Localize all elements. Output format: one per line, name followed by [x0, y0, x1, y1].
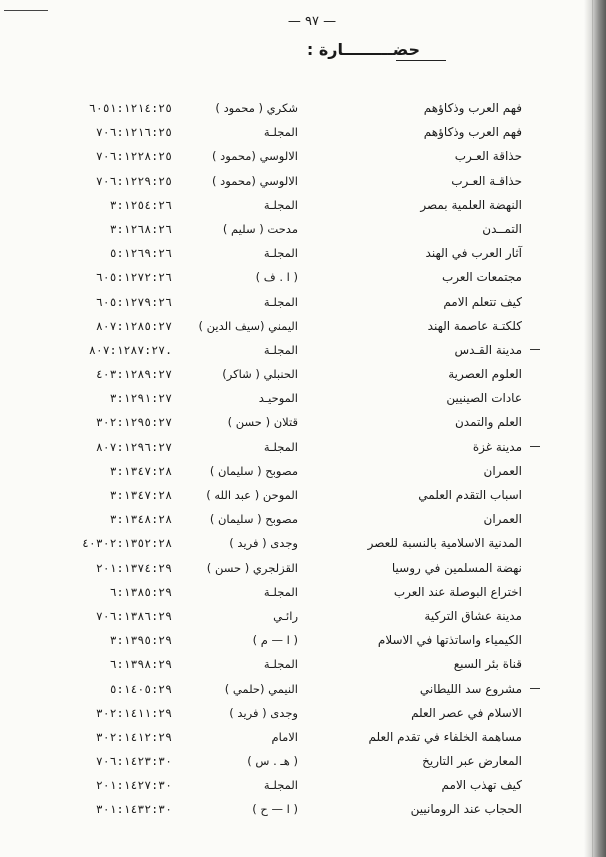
volume-issue-page-ref: ٢٠١:١٤٢٧:٣٠: [95, 778, 172, 793]
article-author: اليمني (سيف الدين ): [198, 318, 298, 333]
article-title: نهضة المسلمين في روسيا: [391, 560, 522, 575]
scan-shadow-edge: [584, 0, 606, 857]
article-author: مصوبح ( سليمان ): [209, 512, 298, 527]
article-author: المجلـة: [263, 125, 298, 140]
article-author: قتلان ( حسن ): [227, 415, 298, 430]
volume-issue-page-ref: ٤٠٣:١٢٨٩:٢٧: [95, 367, 172, 382]
index-row: [0, 604, 584, 628]
index-row: [0, 435, 584, 459]
index-row: [0, 677, 584, 701]
index-row: [0, 338, 584, 362]
heading-underline: [396, 60, 446, 61]
index-row: [0, 725, 584, 749]
article-author: النيمي (حلمي ): [224, 681, 298, 696]
volume-issue-page-ref: ٦٠٥:١٢٧٩:٢٦: [95, 294, 172, 309]
volume-issue-page-ref: ٣:١٣٤٨:٢٨: [109, 512, 172, 527]
index-row: [0, 701, 584, 725]
volume-issue-page-ref: ٦:١٣٨٥:٢٩: [109, 584, 172, 599]
index-row: [0, 507, 584, 531]
article-author: المجلـة: [263, 294, 298, 309]
article-author: الموحن ( عبد الله ): [206, 488, 298, 502]
index-row: [0, 169, 584, 193]
article-title: العمران: [483, 463, 522, 478]
section-heading: حضـــــــــارة :: [306, 40, 420, 59]
volume-issue-page-ref: ٣:١٢٥٤:٢٦: [109, 197, 172, 212]
volume-issue-page-ref: ٥:١٢٦٩:٢٦: [109, 246, 172, 261]
volume-issue-page-ref: ٨٠٧:١٢٨٧:٢٧.: [88, 342, 172, 357]
article-author: المجلـة: [263, 778, 298, 793]
article-author: المجلـة: [263, 657, 298, 672]
article-title: قناة بئر السبع: [453, 657, 522, 672]
volume-issue-page-ref: ٢٠١:١٣٧٤:٢٩: [95, 560, 172, 575]
article-title: حذاقة العـرب: [454, 149, 522, 164]
article-title: التمــدن: [482, 221, 522, 236]
page-number: — ٩٧ —: [287, 14, 337, 29]
article-author: ( هـ . س ): [247, 754, 298, 769]
index-row: [0, 193, 584, 217]
article-title: كلكتـة عاصمة الهند: [427, 318, 522, 333]
article-title: كيف تهذب الامم: [441, 778, 522, 793]
volume-issue-page-ref: ٨٠٧:١٢٩٦:٢٧: [95, 439, 172, 454]
article-title: مدينة عشاق التركية: [424, 608, 522, 623]
index-row: [0, 386, 584, 410]
volume-issue-page-ref: ٨٠٧:١٢٨٥:٢٧: [95, 318, 172, 333]
index-row: [0, 797, 584, 821]
index-row: [0, 217, 584, 241]
article-title: العلوم العصرية: [448, 367, 522, 382]
article-author: شكري ( محمود ): [215, 101, 298, 115]
article-author: مصوبح ( سليمان ): [209, 463, 298, 478]
article-author: الالوسي (محمود ): [212, 173, 298, 188]
index-row: [0, 483, 584, 507]
index-row: [0, 290, 584, 314]
volume-issue-page-ref: ٣:١٣٤٧:٢٨: [109, 463, 172, 478]
margin-dash-mark: [530, 688, 540, 689]
index-row: [0, 628, 584, 652]
volume-issue-page-ref: ٦:١٣٩٨:٢٩: [109, 657, 172, 672]
article-author: الحنبلي ( شاكر): [222, 367, 298, 382]
article-title: العمران: [483, 512, 522, 527]
article-author: المجلـة: [263, 246, 298, 261]
article-title: النهضة العلمية بمصر: [420, 197, 522, 212]
article-author: القزلجري ( حسن ): [206, 560, 298, 575]
index-row: [0, 459, 584, 483]
index-row: [0, 556, 584, 580]
index-row: [0, 749, 584, 773]
article-title: الكيمياء واساتذتها في الاسلام: [377, 633, 522, 648]
article-title: المعارض عبر التاريخ: [422, 754, 522, 769]
index-row: [0, 362, 584, 386]
article-author: المجلـة: [263, 342, 298, 357]
article-author: ( ا . ف ): [255, 270, 298, 285]
article-title: آثار العرب في الهند: [425, 246, 522, 261]
article-author: المجلـة: [263, 197, 298, 212]
article-author: مدحت ( سليم ): [222, 221, 298, 236]
volume-issue-page-ref: ٥:١٤٠٥:٢٩: [109, 681, 172, 696]
volume-issue-page-ref: ٣٠٢:١٤١٢:٢٩: [95, 729, 172, 744]
article-title: اختراع البوصلة عند العرب: [393, 584, 522, 599]
index-table: [0, 96, 584, 822]
article-author: الموحيـد: [258, 391, 298, 406]
article-title: اسباب التقدم العلمي: [418, 488, 522, 502]
index-row: [0, 652, 584, 676]
article-title: مدينة القـدس: [454, 342, 522, 357]
article-author: وجدى ( فريد ): [229, 536, 298, 551]
article-title: فهم العرب وذكاؤهم: [423, 101, 522, 115]
article-title: الاسلام في عصر العلم: [411, 705, 522, 720]
article-author: المجلـة: [263, 439, 298, 454]
volume-issue-page-ref: ٦٠٥:١٢٧٢:٢٦: [95, 270, 172, 285]
index-row: [0, 96, 584, 120]
volume-issue-page-ref: ٤٠٣٠٢:١٣٥٢:٢٨: [81, 536, 172, 551]
volume-issue-page-ref: ٣٠١:١٤٣٢:٣٠: [95, 802, 172, 817]
volume-issue-page-ref: ٧٠٦:١٢١٦:٢٥: [95, 125, 172, 140]
margin-dash-mark: [530, 446, 540, 447]
article-title: حذاقـة العـرب: [451, 173, 522, 188]
article-author: الالوسي (محمود ): [212, 149, 298, 164]
article-author: ( ا — م ): [252, 633, 298, 648]
article-title: مجتمعات العرب: [442, 270, 522, 285]
article-author: وجدى ( فريد ): [229, 705, 298, 720]
index-row: [0, 265, 584, 289]
volume-issue-page-ref: ٧٠٦:١٢٢٨:٢٥: [95, 149, 172, 164]
index-row: [0, 314, 584, 338]
article-title: المدنية الاسلامية بالنسبة للعصر: [367, 536, 522, 551]
volume-issue-page-ref: ٧٠٦:١٣٨٦:٢٩: [95, 608, 172, 623]
volume-issue-page-ref: ٣:١٣٤٧:٢٨: [109, 488, 172, 502]
article-title: عادات الصينيين: [446, 391, 522, 406]
article-title: مشروع سد الليطاني: [419, 681, 522, 696]
article-author: رائـي: [273, 608, 298, 623]
article-author: ( ا — ح ): [252, 802, 298, 817]
article-title: مساهمة الخلفاء في تقدم العلم: [368, 729, 522, 744]
article-title: الحجاب عند الرومانيين: [410, 802, 522, 817]
volume-issue-page-ref: ٣:١٣٩٥:٢٩: [109, 633, 172, 648]
index-row: [0, 531, 584, 555]
index-row: [0, 773, 584, 797]
index-row: [0, 144, 584, 168]
index-row: [0, 120, 584, 144]
volume-issue-page-ref: ٦٠٥١:١٢١٤:٢٥: [88, 101, 172, 115]
article-title: مدينة غزة: [472, 439, 522, 454]
volume-issue-page-ref: ٣:١٢٩١:٢٧: [109, 391, 172, 406]
index-row: [0, 241, 584, 265]
index-row: [0, 580, 584, 604]
margin-dash-mark: [530, 349, 540, 350]
article-title: فهم العرب وذكاؤهم: [423, 125, 522, 140]
article-title: العلم والتمدن: [454, 415, 522, 430]
article-author: المجلـة: [263, 584, 298, 599]
volume-issue-page-ref: ٧٠٦:١٢٢٩:٢٥: [95, 173, 172, 188]
volume-issue-page-ref: ٧٠٦:١٤٢٣:٣٠: [95, 754, 172, 769]
volume-issue-page-ref: ٣:١٢٦٨:٢٦: [109, 221, 172, 236]
volume-issue-page-ref: ٣٠٢:١٢٩٥:٢٧: [95, 415, 172, 430]
volume-issue-page-ref: ٣٠٢:١٤١١:٢٩: [95, 705, 172, 720]
article-title: كيف تتعلم الامم: [443, 294, 522, 309]
article-author: الامام: [271, 729, 298, 744]
top-left-rule: [4, 10, 48, 11]
index-row: [0, 410, 584, 434]
